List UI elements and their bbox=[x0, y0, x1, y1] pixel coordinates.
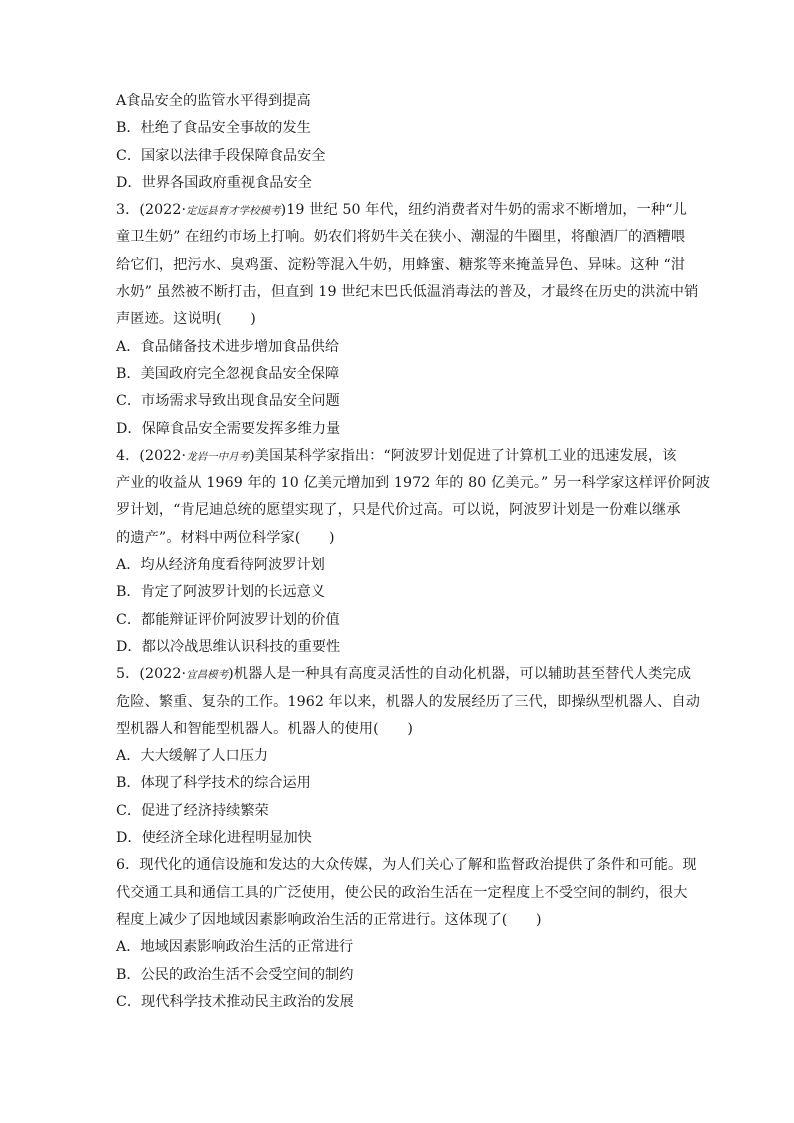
question-5 bbox=[116, 661, 701, 852]
question-stem-line: 程度上减少了因地域因素影响政治生活的正常进行。这体现了( ) bbox=[116, 911, 542, 928]
question-stem-line: 声匿迹。这说明( ) bbox=[116, 311, 256, 328]
document-page bbox=[116, 88, 711, 1016]
question-stem-line: 4．(2022·龙岩一中月考)美国某科学家指出：“阿波罗计划促进了计算机工业的迅速发展，该 bbox=[116, 447, 677, 464]
question-6 bbox=[116, 852, 697, 1016]
question-source: 宜昌模考 bbox=[186, 669, 229, 682]
option-a[interactable]: A．均从经济角度看待阿波罗计划 bbox=[116, 557, 325, 574]
option-b[interactable]: B．公民的政治生活不会受空间的制约 bbox=[116, 966, 354, 983]
question-number: 4．(2022· bbox=[116, 447, 187, 464]
option-d[interactable]: D．世界各国政府重视食品安全 bbox=[116, 174, 312, 191]
option-a[interactable]: A．地域因素影响政治生活的正常进行 bbox=[116, 939, 354, 956]
option-b[interactable]: B．美国政府完全忽视食品安全保障 bbox=[116, 365, 340, 382]
question-source: 定远县育才学校模考 bbox=[186, 205, 281, 218]
question-source: 龙岩一中月考 bbox=[186, 450, 250, 463]
question-2-options bbox=[116, 88, 676, 197]
option-a[interactable]: A食品安全的监管水平得到提高 bbox=[116, 93, 311, 109]
option-d[interactable]: D．都以冷战思维认识科技的重要性 bbox=[116, 638, 341, 655]
option-c[interactable]: C．市场需求导致出现食品安全问题 bbox=[116, 393, 340, 410]
option-c[interactable]: C．现代科学技术推动民主政治的发展 bbox=[116, 993, 354, 1010]
option-c[interactable]: C．促进了经济持续繁荣 bbox=[116, 802, 269, 819]
question-stem-line: 危险、繁重、复杂的工作。1962 年以来，机器人的发展经历了三代，即操纵型机器人、自动 bbox=[116, 693, 701, 710]
option-b[interactable]: B．肯定了阿波罗计划的长远意义 bbox=[116, 584, 326, 601]
question-stem-line: 水奶” 虽然被不断打击，但直到 19 世纪末巴氏低温消毒法的普及，才最终在历史的洪流中销 bbox=[116, 284, 699, 301]
question-3 bbox=[116, 197, 699, 443]
option-a[interactable]: A．大大缓解了人口压力 bbox=[116, 748, 269, 765]
question-stem-line: 童卫生奶” 在纽约市场上打响。奶农们将奶牛关在狭小、潮湿的牛圈里，将酿酒厂的酒糟喂 bbox=[116, 229, 686, 246]
question-number: 3．(2022· bbox=[116, 202, 187, 219]
option-c[interactable]: C．都能辩证评价阿波罗计划的价值 bbox=[116, 611, 340, 628]
question-stem-line: 型机器人和智能型机器人。机器人的使用( ) bbox=[116, 720, 414, 737]
question-stem-line: 6．现代化的通信设施和发达的大众传媒，为人们关心了解和监督政治提供了条件和可能。现 bbox=[116, 857, 697, 874]
question-stem-line: 3．(2022·定远县育才学校模考)19 世纪 50 年代，纽约消费者对牛奶的需求不断增加，一种“儿 bbox=[116, 202, 687, 219]
question-stem-line: 代交通工具和通信工具的广泛使用，使公民的政治生活在一定程度上不受空间的制约，很大 bbox=[116, 884, 688, 901]
question-stem-line: 5．(2022·宜昌模考)机器人是一种具有高度灵活性的自动化机器，可以辅助甚至替代人类完成 bbox=[116, 666, 692, 683]
option-b[interactable]: B．体现了科学技术的综合运用 bbox=[116, 775, 311, 792]
question-stem-line: 给它们，把污水、臭鸡蛋、淀粉等混入牛奶，用蜂蜜、糖浆等来掩盖异色、异味。这种 “泔 bbox=[116, 256, 686, 273]
option-d[interactable]: D．保障食品安全需要发挥多维力量 bbox=[116, 420, 341, 437]
question-4 bbox=[116, 443, 711, 661]
question-number: 5．(2022· bbox=[116, 666, 187, 683]
question-stem-line: 的遗产”。材料中两位科学家( ) bbox=[116, 529, 335, 546]
option-a[interactable]: A．食品储备技术进步增加食品供给 bbox=[116, 338, 340, 355]
option-d[interactable]: D．使经济全球化进程明显加快 bbox=[116, 830, 312, 847]
option-b[interactable]: B．杜绝了食品安全事故的发生 bbox=[116, 120, 311, 137]
question-stem-line: 罗计划，“肯尼迪总统的愿望实现了，只是代价过高。可以说，阿波罗计划是一份难以继承 bbox=[116, 502, 681, 519]
question-stem-line: 产业的收益从 1969 年的 10 亿美元增加到 1972 年的 80 亿美元。” 另一科学家这样评价阿波 bbox=[116, 475, 711, 492]
option-c[interactable]: C．国家以法律手段保障食品安全 bbox=[116, 147, 326, 164]
